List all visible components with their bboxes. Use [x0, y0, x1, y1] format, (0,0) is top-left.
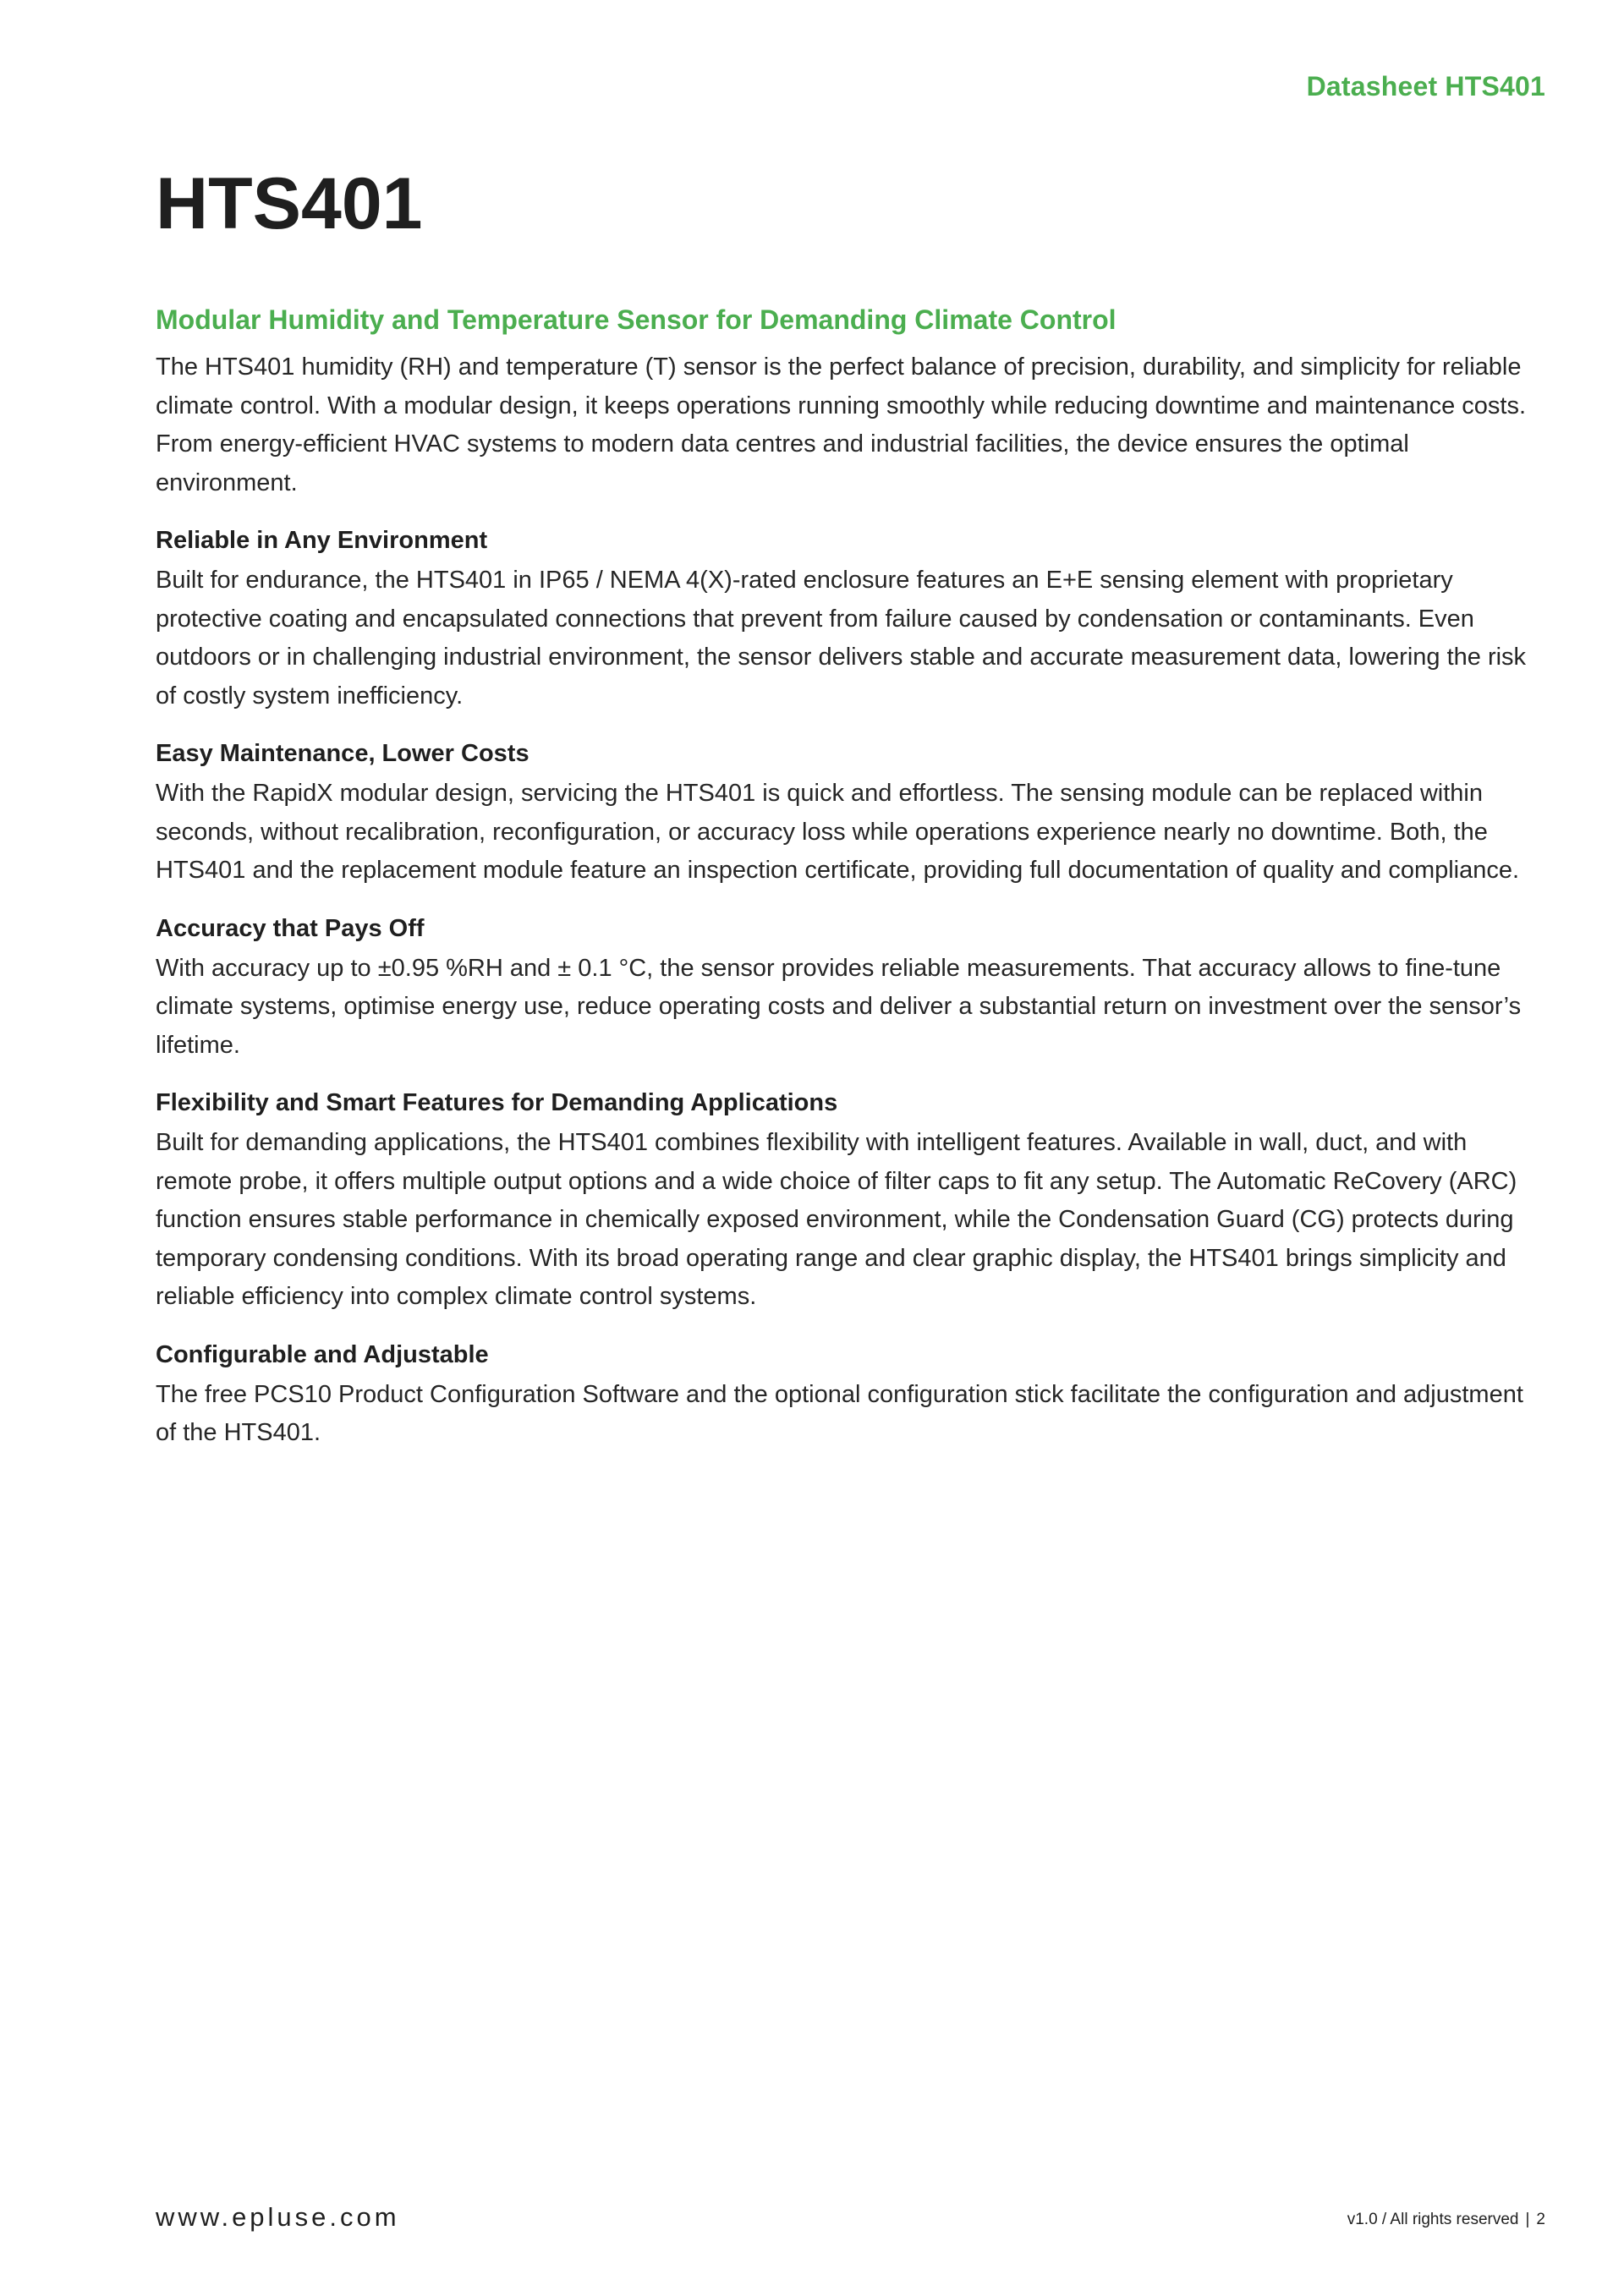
footer-website-link[interactable]: www.epluse.com — [156, 2202, 400, 2232]
intro-paragraph: The HTS401 humidity (RH) and temperature (T) sensor is the perfect balance of precision, durability, and simplicity for reliable climate control. With a modular design, it keeps operations running smoothly while reducing downtime and maintenance costs. From energy-efficient HVAC systems to modern data centres and industrial facilities, the device ensures the optimal environment. — [156, 353, 1527, 496]
footer-page-info — [1347, 2211, 1545, 2229]
document-header-label: Datasheet HTS401 — [1306, 71, 1545, 101]
section-heading-flexibility: Flexibility and Smart Features for Demanding Applications — [156, 1089, 838, 1116]
section-heading-reliable: Reliable in Any Environment — [156, 527, 488, 554]
section-text-accuracy: With accuracy up to ±0.95 %RH and ± 0.1 °C, the sensor provides reliable measurements. That accuracy allows to fine-tune climate systems, optimise energy use, reduce operating costs and deliver a substantial return on investment over the sensor’s lifetime. — [156, 954, 1522, 1059]
product-subtitle: Modular Humidity and Temperature Sensor for Demanding Climate Control — [156, 304, 1116, 335]
section-text-configurable: The free PCS10 Product Configuration Software and the optional configuration stick facilitate the configuration and adjustment of the HTS401. — [156, 1380, 1523, 1446]
section-text-maintenance: With the RapidX modular design, servicing the HTS401 is quick and effortless. The sensing module can be replaced within seconds, without recalibration, reconfiguration, or accuracy loss while operations experience nearly no downtime. Both, the HTS401 and the replacement module feature an inspection certificate, providing full documentation of quality and compliance. — [156, 780, 1520, 884]
section-text-reliable: Built for endurance, the HTS401 in IP65 / NEMA 4(X)-rated enclosure features an E+E sensing element with proprietary protective coating and encapsulated connections that prevent from failure caused by condensation or contaminants. Even outdoors or in challenging industrial environment, the sensor delivers stable and accurate measurement data, lowering the risk of costly system inefficiency. — [156, 567, 1527, 710]
footer-version: v1.0 / All rights reserved — [1347, 2211, 1519, 2228]
page-number: 2 — [1536, 2211, 1545, 2228]
footer-separator: | — [1525, 2211, 1530, 2228]
section-text-flexibility: Built for demanding applications, the HTS401 combines flexibility with intelligent features. Available in wall, duct, and with remote probe, it offers multiple output options and a wide choice of filter caps to fit any setup. The Automatic ReCovery (ARC) function ensures stable performance in chemically exposed environment, while the Condensation Guard (CG) protects during temporary condensing conditions. With its broad operating range and clear graphic display, the HTS401 brings simplicity and reliable efficiency into complex climate control systems. — [156, 1129, 1517, 1310]
section-heading-configurable: Configurable and Adjustable — [156, 1340, 489, 1368]
section-heading-accuracy: Accuracy that Pays Off — [156, 914, 425, 942]
product-title: HTS401 — [156, 163, 423, 244]
section-heading-maintenance: Easy Maintenance, Lower Costs — [156, 740, 529, 767]
main-content — [156, 303, 1543, 1453]
